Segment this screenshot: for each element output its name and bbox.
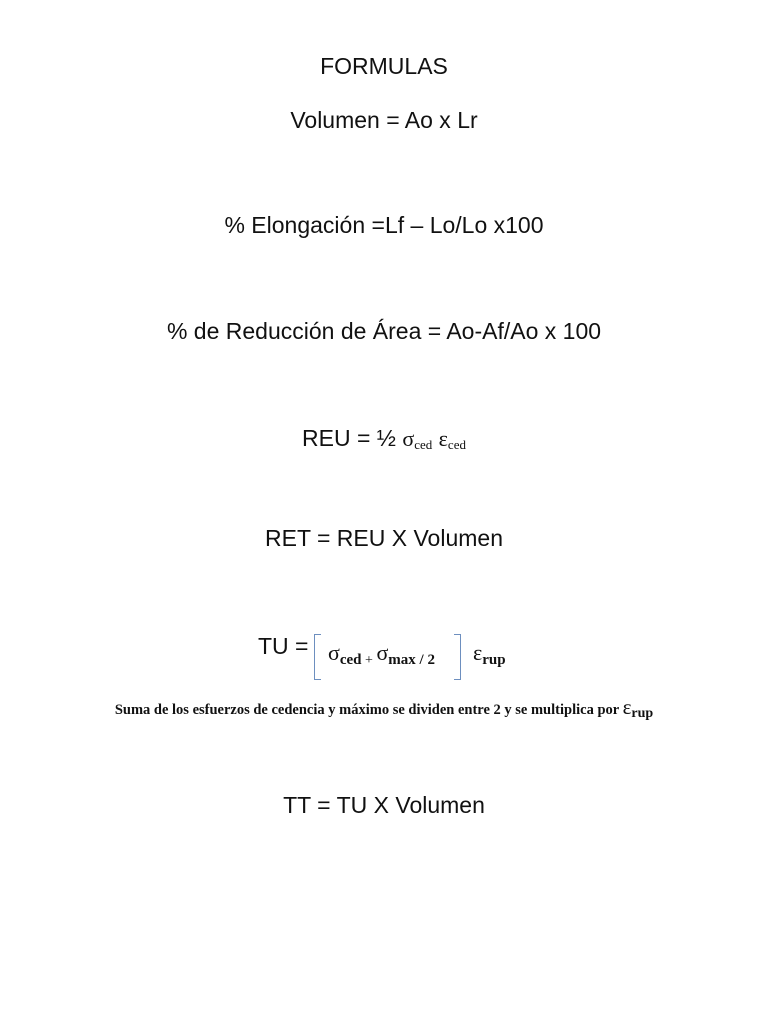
tu-label: TU = [258, 633, 309, 659]
tu-epsilon [473, 640, 506, 673]
note-text: Suma de los esfuerzos de cedencia y máximo se dividen entre 2 y se multiplica por [114, 702, 623, 718]
sigma-symbol: σ [402, 426, 415, 451]
reu-prefix: REU = ½ [302, 425, 403, 451]
sigma-subscript: ced [414, 437, 433, 452]
formula-volumen: Volumen = Ao x Lr [290, 107, 478, 133]
formula-tt: TT = TU X Volumen [283, 792, 485, 818]
right-bracket [454, 634, 461, 680]
epsilon-rup-symbol: ε [473, 640, 483, 665]
note-epsilon-symbol: ε [622, 695, 632, 719]
epsilon-symbol: ε [438, 426, 448, 451]
note-epsilon-subscript: rup [631, 706, 654, 721]
epsilon-rup-subscript: rup [482, 652, 506, 668]
tu-bracket-content [328, 640, 435, 674]
formula-reu [0, 424, 768, 459]
sigma-ced-subscript: ced [339, 652, 362, 668]
sigma-max-symbol: σ [376, 640, 389, 665]
formula-ret: RET = REU X Volumen [265, 525, 503, 551]
document-title: FORMULAS [320, 53, 448, 79]
sigma-max-subscript: max / 2 [388, 652, 435, 668]
sigma-ced-symbol: σ [328, 640, 340, 665]
left-bracket [314, 634, 321, 680]
plus-sign: + [361, 653, 377, 668]
tu-explanation-note [0, 694, 768, 727]
formula-elongacion: % Elongación =Lf – Lo/Lo x100 [224, 212, 544, 238]
formula-reduccion-area: % de Reducción de Área = Ao-Af/Ao x 100 [166, 318, 602, 344]
epsilon-subscript: ced [447, 437, 466, 452]
